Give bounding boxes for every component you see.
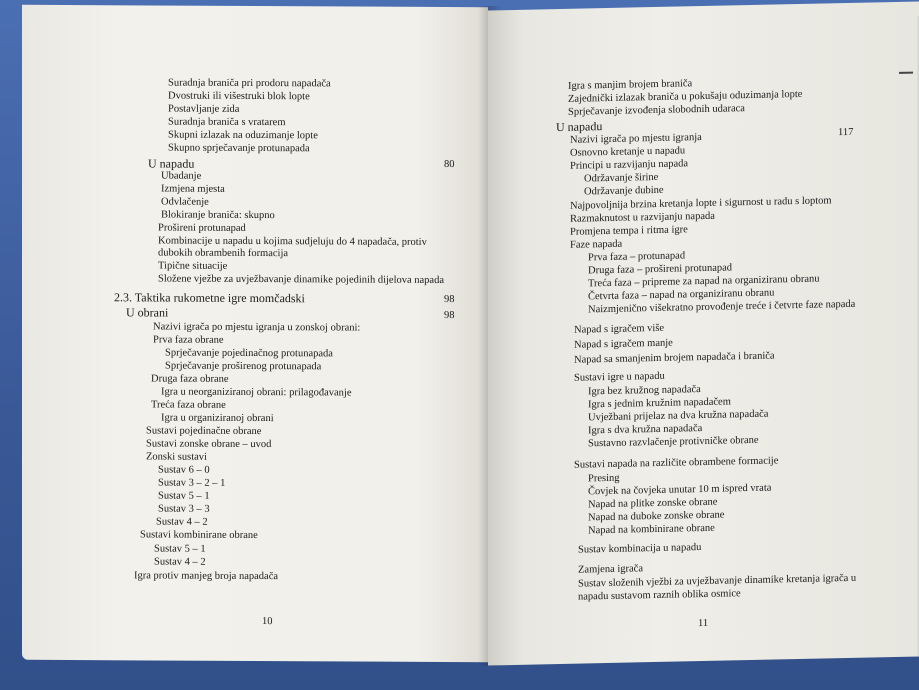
toc-line: napadu sustavom raznih oblika osmice	[578, 588, 741, 603]
toc-line: dubokih obrambenih formacija	[158, 247, 289, 260]
toc-line: Prva faza – protunapad	[588, 250, 686, 264]
toc-line: Presing	[588, 472, 620, 485]
toc-line: Nazivi igrača po mjestu igranja u zonskoj obrani:	[153, 321, 361, 334]
toc-line: Sustav 4 – 2	[154, 556, 206, 568]
toc-line: Sustav složenih vježbi za uvježbavanje dinamike kretanja igrača u	[578, 572, 857, 590]
toc-line: Promjena tempa i ritma igre	[570, 224, 688, 238]
page-reference: 80	[444, 158, 455, 171]
toc-line: Četvrta faza – napad na organiziranu obranu	[588, 287, 775, 303]
toc-line: Nazivi igrača po mjestu igranja	[570, 132, 702, 146]
toc-line: Sustav 5 – 1	[154, 543, 206, 555]
toc-line: Treća faza obrane	[151, 399, 226, 411]
left-page	[22, 5, 488, 662]
page-number: 11	[698, 617, 709, 630]
page-number: 10	[262, 616, 273, 628]
corner-mark	[899, 72, 913, 74]
toc-line: Sprječavanje izvođenja slobodnih udaraca	[568, 103, 745, 118]
toc-line: Složene vježbe za uvježbavanje dinamike pojedinih dijelova napada	[158, 273, 445, 286]
toc-line: Igra s manjim brojem braniča	[568, 78, 693, 92]
toc-line: U napadu	[148, 156, 195, 171]
toc-line: Zajednički izlazak braniča u pokušaju oduzimanja lopte	[568, 88, 803, 105]
toc-line: Prošireni protunapad	[158, 222, 246, 234]
toc-line: Osnovno kretanje u napadu	[570, 145, 686, 159]
toc-line: Druga faza – prošireni protunapad	[588, 262, 733, 277]
section-heading: 2.3. Taktika rukometne igre momčadski	[114, 290, 305, 306]
page-reference: 98	[444, 309, 455, 322]
toc-line: U obrani	[126, 305, 169, 320]
toc-line: Ubadanje	[161, 170, 202, 182]
toc-line: Sustav kombinacija u napadu	[578, 542, 702, 556]
toc-line: Igra u organiziranoj obrani	[161, 412, 274, 425]
toc-line: Druga faza obrane	[151, 373, 229, 385]
toc-line: Sustav 5 – 1	[158, 490, 210, 502]
toc-line: Sustavi pojedinačne obrane	[146, 425, 262, 438]
toc-line: U napadu	[556, 119, 603, 135]
toc-line: Sustav 3 – 2 – 1	[158, 477, 226, 489]
toc-line: Napad s igračem više	[574, 322, 665, 336]
toc-line: Sustavi zonske obrane – uvod	[146, 438, 272, 451]
toc-line: Suradnja braniča pri prodoru napadača	[168, 77, 331, 90]
toc-line: Principi u razvijanju napada	[570, 158, 689, 172]
toc-line: Igra s dva kružna napadača	[588, 423, 703, 437]
toc-line: Sustavno razvlačenje protivničke obrane	[588, 434, 759, 450]
toc-line: Sustav 6 – 0	[158, 464, 210, 476]
toc-line: Sprječavanje pojedinačnog protunapada	[165, 347, 333, 360]
toc-line: Napad s igračem manje	[574, 337, 673, 351]
toc-line: Razmaknutost u razvijanju napada	[570, 210, 715, 225]
toc-line: Uvježbani prijelaz na dva kružna napadača	[588, 408, 769, 424]
toc-line: Postavljanje zida	[168, 103, 240, 115]
toc-line: Zonski sustavi	[146, 451, 207, 463]
toc-line: Napad na plitke zonske obrane	[588, 496, 718, 511]
toc-line: Igra bez kružnog napadača	[588, 384, 701, 398]
page-reference: 98	[444, 293, 455, 306]
toc-line: Blokiranje braniča: skupno	[161, 209, 275, 222]
toc-line: Dvostruki ili višestruki blok lopte	[168, 90, 310, 103]
toc-line: Sustavi igre u napadu	[574, 370, 665, 384]
toc-line: Igra protiv manjeg broja napadača	[134, 570, 279, 583]
toc-line: Napad na duboke zonske obrane	[588, 509, 725, 524]
toc-line: Napad sa smanjenim brojem napadača i braniča	[574, 350, 775, 366]
toc-line: Najpovoljnija brzina kretanja lopte i sigurnost u radu s loptom	[570, 195, 832, 212]
open-book	[22, 6, 919, 690]
toc-line: Održavanje dubine	[584, 184, 664, 198]
toc-line: Naizmjenično višekratno provođenje treće i četvrte faze napada	[588, 298, 856, 316]
toc-line: Sustav 3 – 3	[158, 503, 210, 515]
toc-line: Treća faza – pripreme za napad na organiziranu obranu	[588, 273, 820, 290]
toc-line: Tipične situacije	[158, 260, 228, 272]
page-reference: 117	[838, 126, 854, 139]
toc-line: Zamjena igrača	[578, 563, 643, 576]
toc-line: Napad na kombinirane obrane	[588, 522, 715, 537]
toc-line: Sustav 4 – 2	[156, 516, 208, 528]
toc-line: Suradnja braniča s vratarem	[168, 116, 286, 129]
toc-line: Održavanje širine	[584, 171, 659, 185]
toc-line: Igra u neorganiziranoj obrani: prilagođavanje	[161, 386, 352, 399]
toc-line: Sprječavanje proširenog protunapada	[165, 360, 322, 373]
toc-line: Izmjena mjesta	[161, 183, 225, 195]
toc-line: Prva faza obrane	[153, 334, 224, 346]
toc-line: Kombinacije u napadu u kojima sudjeluju do 4 napadača, protiv	[158, 235, 427, 248]
right-page	[488, 1, 919, 665]
toc-line: Sustavi napada na različite obrambene formacije	[574, 455, 779, 471]
toc-line: Igra s jednim kružnim napadačem	[588, 396, 731, 411]
toc-line: Skupni izlazak na oduzimanje lopte	[168, 129, 318, 142]
toc-line: Sustavi kombinirane obrane	[140, 529, 258, 542]
toc-line: Odvlačenje	[161, 196, 209, 208]
toc-line: Čovjek na čovjeka unutar 10 m ispred vrata	[588, 482, 772, 498]
toc-line: Faze napada	[570, 238, 623, 251]
toc-line: Skupno sprječavanje protunapada	[168, 142, 310, 155]
